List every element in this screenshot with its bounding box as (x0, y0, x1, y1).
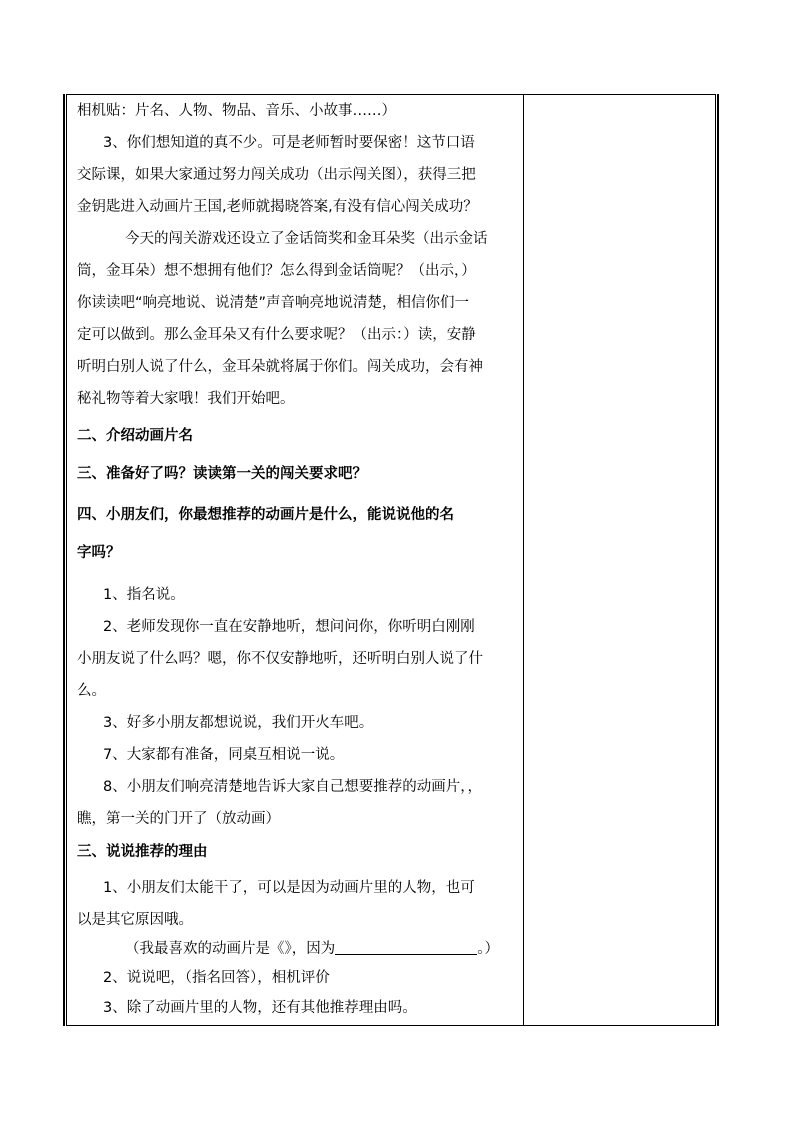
section-heading: 三、说说推荐的理由 (77, 844, 208, 860)
fill-blank-line (125, 939, 499, 959)
text-line: 7、大家都有准备，同桌互相说一说。 (103, 747, 345, 763)
fill-blank-prefix: （我最喜欢的动画片是《》，因为 (125, 941, 336, 957)
blank-underline (335, 940, 477, 955)
text-line: 瞧，第一关的门开了（放动画） (77, 811, 280, 827)
text-line: 金钥匙进入动画片王国,老师就揭晓答案,有没有信心闯关成功？ (77, 199, 478, 215)
section-heading: 字吗？ (77, 545, 121, 561)
text-line: 秘礼物等着大家哦！我们开始吧。 (77, 391, 295, 407)
text-line: 以是其它原因哦。 (77, 912, 193, 928)
lesson-table (66, 94, 716, 1026)
lesson-content-cell (67, 95, 524, 1025)
text-line: 相机贴：片名、人物、物品、音乐、小故事……） (77, 103, 396, 119)
text-line: 8、小朋友们响亮清楚地告诉大家自己想要推荐的动画片，， (103, 779, 482, 795)
text-line: 听明白别人说了什么，金耳朵就将属于你们。闯关成功，会有神 (77, 359, 483, 375)
notes-cell (524, 95, 715, 1025)
fill-blank-suffix: 。） (477, 941, 499, 957)
text-line: 3、你们想知道的真不少。可是老师暂时要保密！这节口语 (103, 135, 475, 151)
text-line: 筒，金耳朵）想不想拥有他们？怎么得到金话筒呢？（出示，） (77, 263, 476, 279)
text-line: 1、指名说。 (103, 587, 185, 603)
text-line: 交际课，如果大家通过努力闯关成功（出示闯关图），获得三把 (77, 167, 476, 183)
text-line: 今天的闯关游戏还设立了金话筒奖和金耳朵奖（出示金话 (125, 231, 488, 247)
text-line: 2、老师发现你一直在安静地听，想问问你，你听明白刚刚 (103, 619, 475, 635)
text-line: 1、小朋友们太能干了，可以是因为动画片里的人物，也可 (103, 880, 475, 896)
text-line: 2、说说吧，（指名回答），相机评价 (103, 970, 330, 986)
text-line: 3、除了动画片里的人物，还有其他推荐理由吗。 (103, 1000, 417, 1016)
text-line: 定可以做到。那么金耳朵又有什么要求呢？（出示：）读，安静 (77, 327, 476, 343)
section-heading: 四、小朋友们，你最想推荐的动画片是什么，能说说他的名 (77, 507, 454, 523)
text-line: 小朋友说了什么吗？嗯，你不仅安静地听，还听明白别人说了什 (77, 651, 483, 667)
text-line: 3、好多小朋友都想说说，我们开火车吧。 (103, 715, 374, 731)
text-line: 么。 (77, 683, 106, 699)
section-heading: 二、介绍动画片名 (77, 428, 193, 444)
text-line: 你读读吧“响亮地说、说清楚”声音响亮地说清楚，相信你们一 (77, 295, 470, 311)
section-heading: 三、准备好了吗？读读第一关的闯关要求吧？ (77, 466, 367, 482)
